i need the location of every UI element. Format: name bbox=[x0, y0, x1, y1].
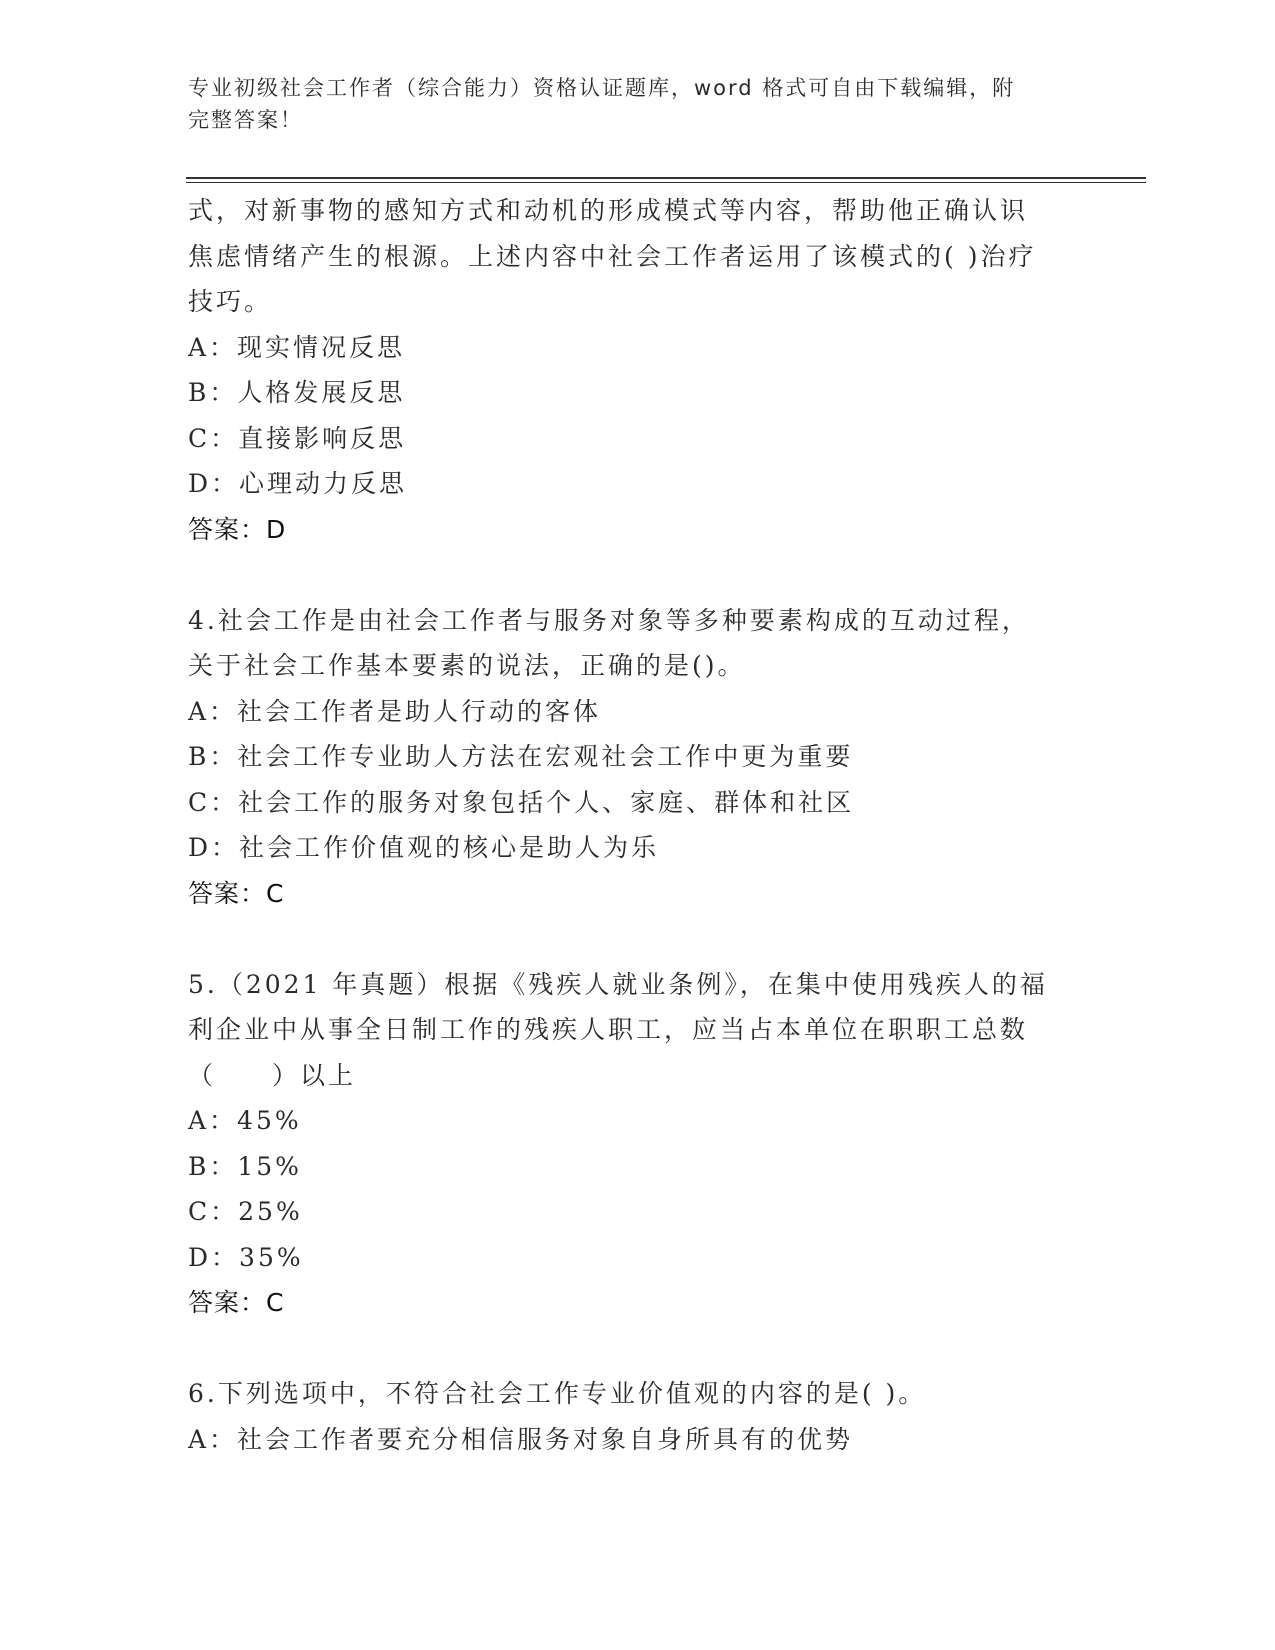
option-a: A：现实情况反思 bbox=[188, 332, 406, 362]
answer-line: 答案：D bbox=[188, 514, 287, 544]
header-rule-thick bbox=[186, 177, 1146, 179]
spacer bbox=[188, 916, 1088, 962]
question-4 bbox=[188, 598, 1088, 917]
question-stem-line: 关于社会工作基本要素的说法，正确的是()。 bbox=[188, 651, 746, 680]
question-stem-line: 6.下列选项中，不符合社会工作专业价值观的内容的是( )。 bbox=[188, 1379, 927, 1408]
option-b: B：人格发展反思 bbox=[188, 378, 406, 407]
header-line-2: 完整答案！ bbox=[188, 108, 303, 132]
option-d: D：心理动力反思 bbox=[188, 469, 408, 498]
question-stem-line: 式，对新事物的感知方式和动机的形成模式等内容，帮助他正确认识 bbox=[188, 196, 1029, 225]
question-6 bbox=[188, 1371, 1088, 1462]
question-list bbox=[188, 188, 1088, 1462]
question-stem-line: 焦虑情绪产生的根源。上述内容中社会工作者运用了该模式的( )治疗 bbox=[188, 241, 1037, 271]
document-header bbox=[188, 72, 1068, 136]
question-stem-line: 4.社会工作是由社会工作者与服务对象等多种要素构成的互动过程， bbox=[188, 605, 1030, 635]
option-b: B：社会工作专业助人方法在宏观社会工作中更为重要 bbox=[188, 742, 854, 771]
spacer bbox=[188, 552, 1088, 598]
answer-line: 答案：C bbox=[188, 1288, 285, 1317]
question-stem-line: （ ）以上 bbox=[188, 1060, 357, 1090]
question-stem-line: 5.（2021 年真题）根据《残疾人就业条例》，在集中使用残疾人的福 bbox=[188, 969, 1048, 999]
option-c: C：25% bbox=[188, 1197, 303, 1226]
header-line-1: 专业初级社会工作者（综合能力）资格认证题库，word 格式可自由下载编辑，附 bbox=[188, 76, 1016, 100]
option-a: A：45% bbox=[188, 1106, 302, 1135]
header-rule-thin bbox=[186, 182, 1146, 183]
answer-line: 答案：C bbox=[188, 878, 285, 908]
question-stem-line: 利企业中从事全日制工作的残疾人职工，应当占本单位在职职工总数 bbox=[188, 1015, 1029, 1044]
option-c: C：直接影响反思 bbox=[188, 423, 407, 453]
option-d: D：社会工作价值观的核心是助人为乐 bbox=[188, 833, 660, 862]
option-a: A：社会工作者要充分相信服务对象自身所具有的优势 bbox=[188, 1424, 854, 1454]
question-5 bbox=[188, 962, 1088, 1326]
option-b: B：15% bbox=[188, 1151, 302, 1181]
option-d: D：35% bbox=[188, 1242, 304, 1272]
option-a: A：社会工作者是助人行动的客体 bbox=[188, 696, 602, 726]
option-c: C：社会工作的服务对象包括个人、家庭、群体和社区 bbox=[188, 787, 855, 817]
question-stem-line: 技巧。 bbox=[188, 287, 273, 316]
spacer bbox=[188, 1326, 1088, 1372]
question-3-continued bbox=[188, 188, 1088, 552]
